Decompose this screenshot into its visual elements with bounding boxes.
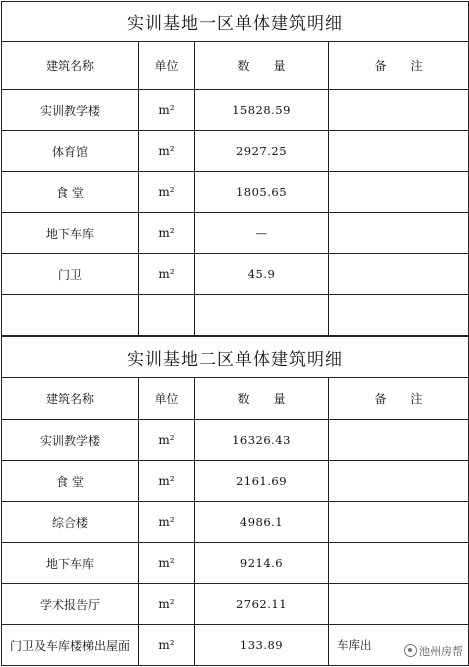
quantity: 4986.1 — [195, 502, 329, 543]
unit: m² — [139, 254, 195, 295]
building-name: 综合楼 — [2, 502, 139, 543]
building-name: 门卫 — [2, 254, 139, 295]
unit: m² — [139, 90, 195, 131]
header-building-name: 建筑名称 — [2, 42, 139, 90]
quantity: — — [195, 213, 329, 254]
building-name: 地下车库 — [2, 213, 139, 254]
table-row — [2, 502, 469, 543]
section2-title: 实训基地二区单体建筑明细 — [2, 337, 469, 378]
unit: m² — [139, 625, 195, 666]
unit: m² — [139, 543, 195, 584]
watermark-text: 池州房帮 — [419, 645, 463, 658]
note — [329, 213, 469, 254]
note — [329, 420, 469, 461]
building-name: 门卫及车库楼梯出屋面 — [2, 625, 139, 666]
header-note: 备 注 — [329, 378, 469, 420]
quantity: 2927.25 — [195, 131, 329, 172]
building-name: 体育馆 — [2, 131, 139, 172]
unit: m² — [139, 172, 195, 213]
header-quantity: 数 量 — [195, 378, 329, 420]
note — [329, 172, 469, 213]
note — [329, 543, 469, 584]
quantity — [195, 295, 329, 336]
quantity: 1805.65 — [195, 172, 329, 213]
table-row — [2, 131, 469, 172]
building-name — [2, 295, 139, 336]
section1-table — [1, 1, 469, 336]
wechat-icon — [404, 644, 417, 657]
header-unit: 单位 — [139, 42, 195, 90]
note — [329, 90, 469, 131]
building-name: 学术报告厅 — [2, 584, 139, 625]
unit: m² — [139, 213, 195, 254]
quantity: 45.9 — [195, 254, 329, 295]
header-quantity: 数 量 — [195, 42, 329, 90]
table-row — [2, 625, 469, 666]
quantity: 2762.11 — [195, 584, 329, 625]
note — [329, 502, 469, 543]
table-row — [2, 90, 469, 131]
note — [329, 461, 469, 502]
quantity: 9214.6 — [195, 543, 329, 584]
building-name: 食 堂 — [2, 461, 139, 502]
section2-table — [1, 336, 469, 666]
watermark — [402, 643, 465, 659]
header-note: 备 注 — [329, 42, 469, 90]
note — [329, 584, 469, 625]
note — [329, 254, 469, 295]
building-name: 实训教学楼 — [2, 420, 139, 461]
quantity: 15828.59 — [195, 90, 329, 131]
unit: m² — [139, 502, 195, 543]
header-building-name: 建筑名称 — [2, 378, 139, 420]
table-row — [2, 213, 469, 254]
building-name: 地下车库 — [2, 543, 139, 584]
section1-title: 实训基地一区单体建筑明细 — [2, 2, 469, 42]
table-row — [2, 461, 469, 502]
table-row — [2, 295, 469, 336]
quantity: 133.89 — [195, 625, 329, 666]
building-name: 实训教学楼 — [2, 90, 139, 131]
unit: m² — [139, 420, 195, 461]
quantity: 16326.43 — [195, 420, 329, 461]
table-row — [2, 543, 469, 584]
header-unit: 单位 — [139, 378, 195, 420]
unit: m² — [139, 584, 195, 625]
unit: m² — [139, 131, 195, 172]
note — [329, 131, 469, 172]
quantity: 2161.69 — [195, 461, 329, 502]
table-row — [2, 172, 469, 213]
table-row — [2, 254, 469, 295]
building-name: 食 堂 — [2, 172, 139, 213]
note — [329, 295, 469, 336]
unit — [139, 295, 195, 336]
note: 车库出 — [329, 625, 469, 666]
table-row — [2, 420, 469, 461]
unit: m² — [139, 461, 195, 502]
table-row — [2, 584, 469, 625]
